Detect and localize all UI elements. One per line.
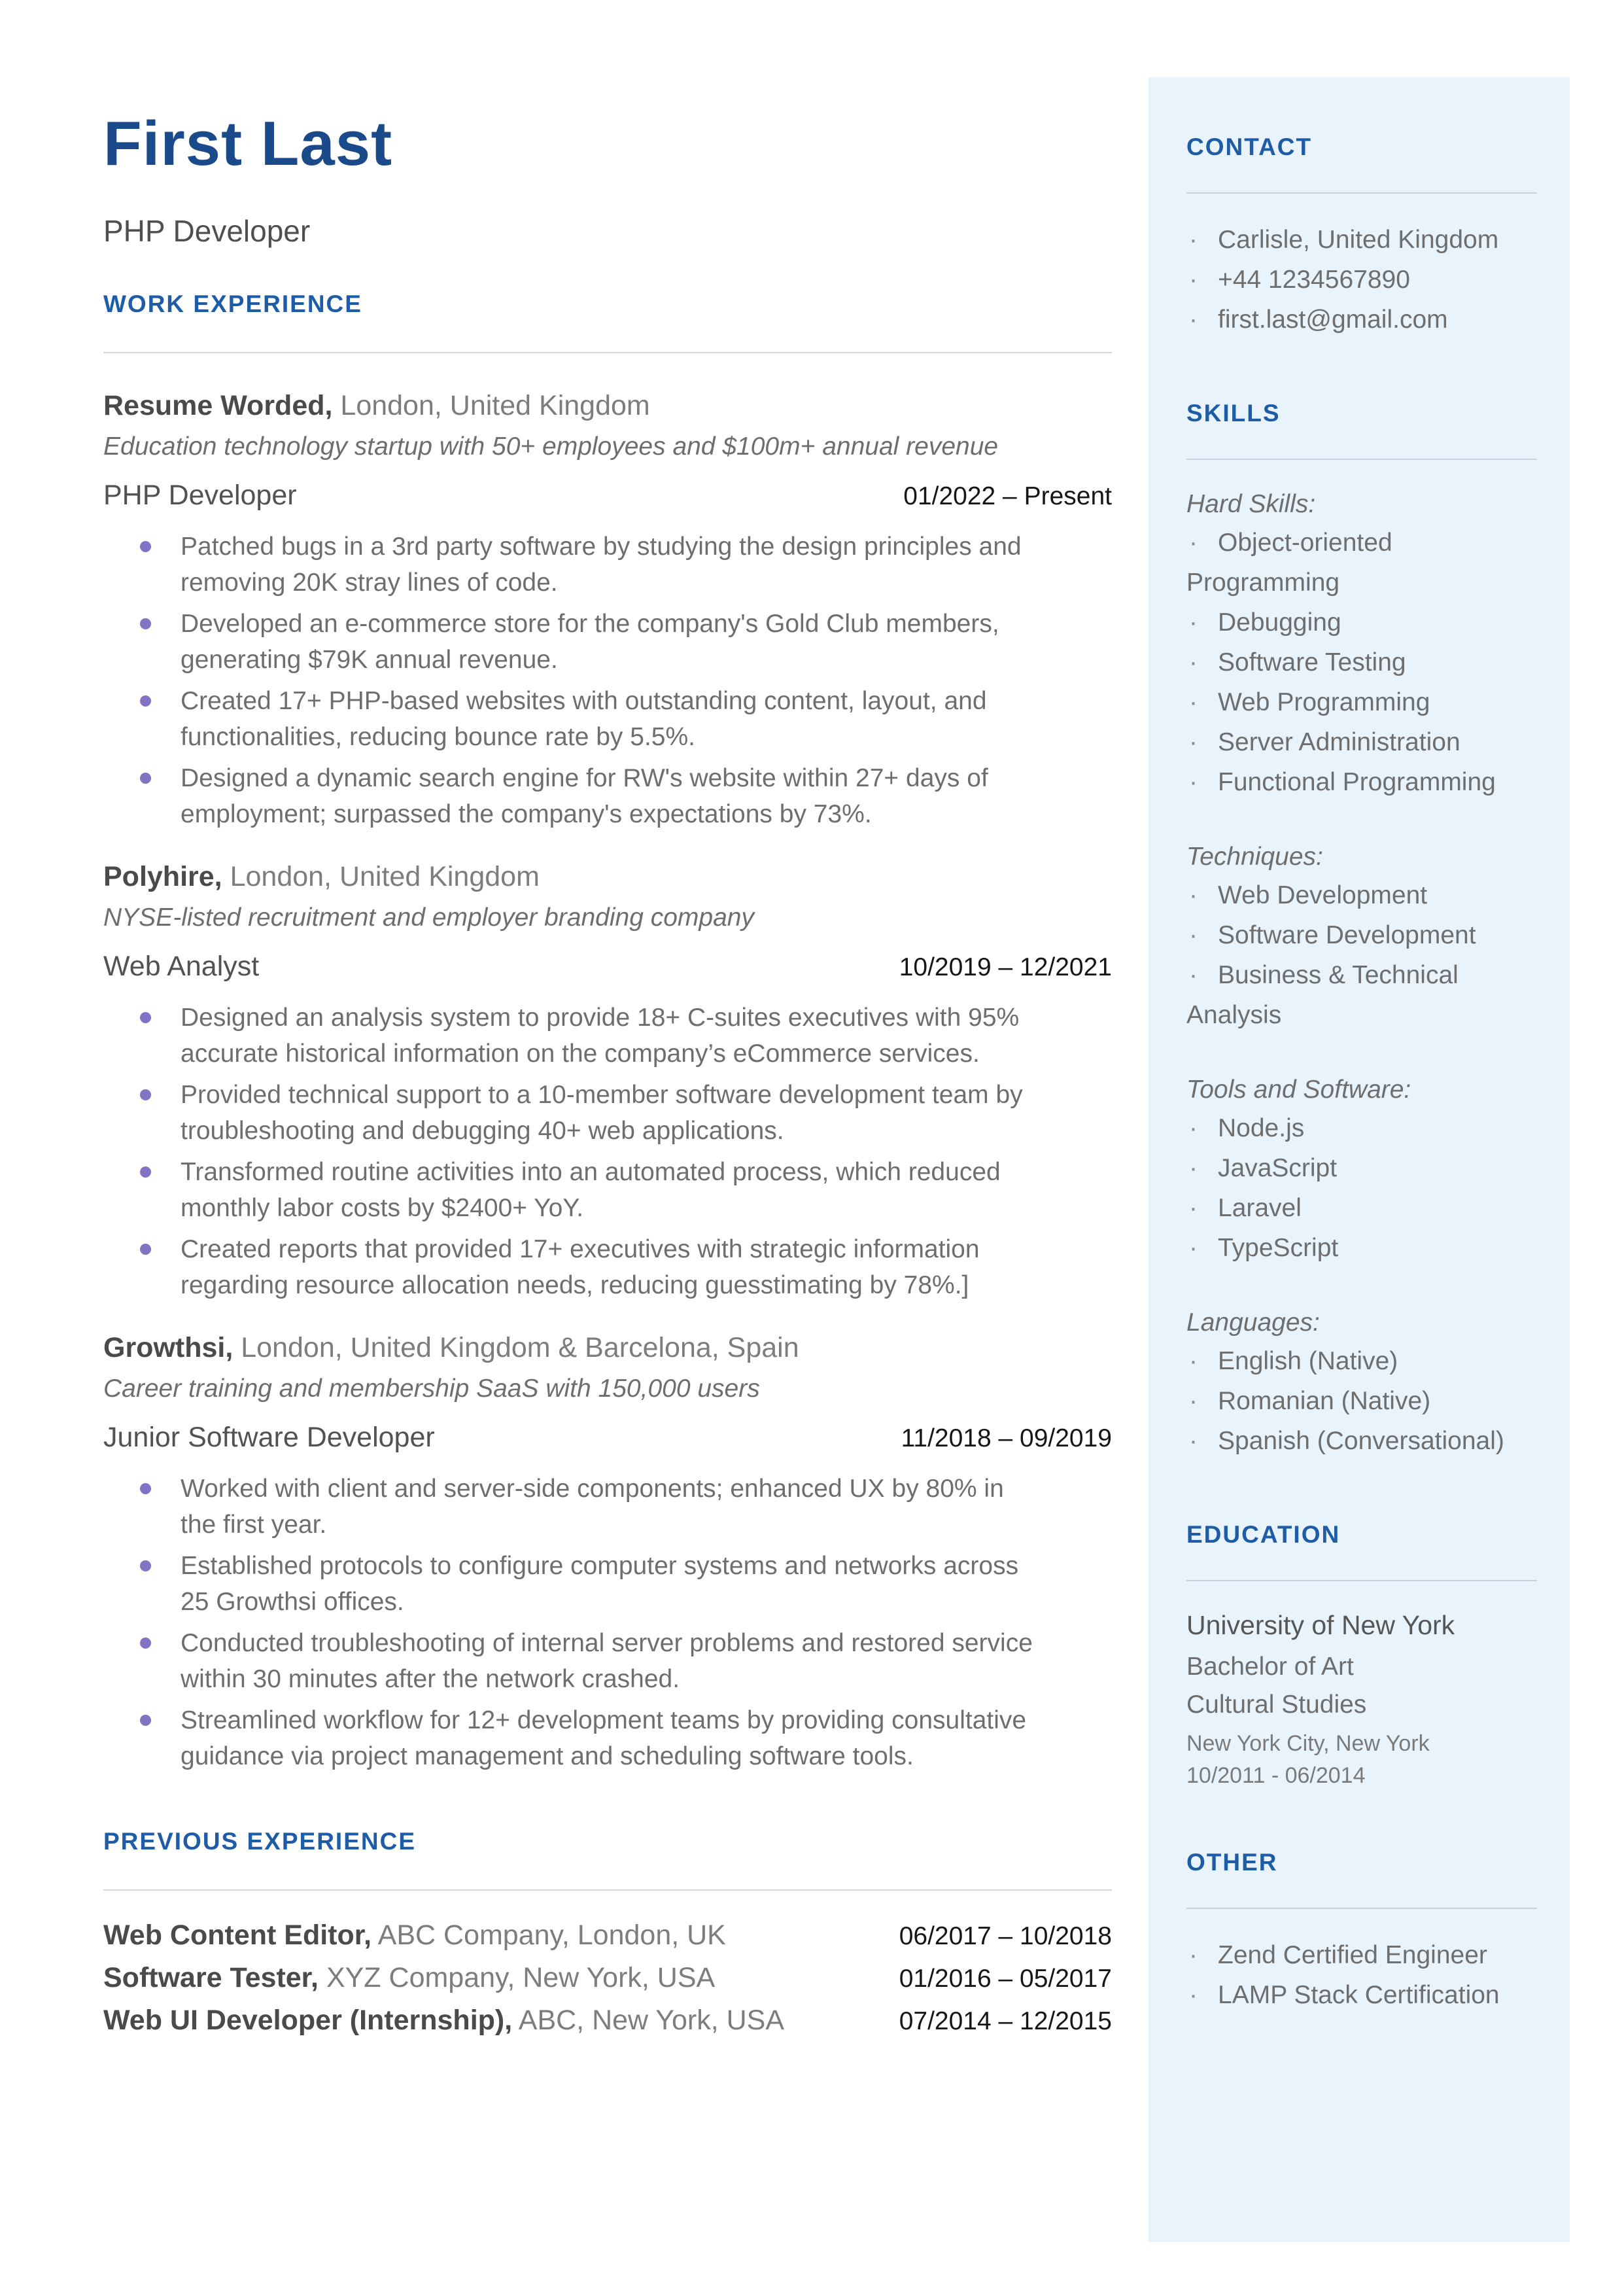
job-title: Junior Software Developer — [103, 1422, 435, 1453]
previous-company: XYZ Company, New York, USA — [319, 1962, 716, 1993]
other-heading: OTHER — [1186, 1849, 1278, 1876]
language-item: · English (Native) — [1186, 1341, 1537, 1381]
job-bullet: Created 17+ PHP-based websites with outstanding content, layout, and functionalities, reducing bounce rate by 5.5%. — [103, 683, 1037, 755]
candidate-name: First Last — [103, 109, 393, 179]
education-degree: Bachelor of Art — [1186, 1653, 1354, 1681]
contact-heading: CONTACT — [1186, 133, 1313, 160]
education-dates: 10/2011 - 06/2014 — [1186, 1763, 1366, 1788]
role-row — [103, 480, 1112, 512]
company-description: Career training and membership SaaS with 150,000 users — [103, 1375, 760, 1403]
previous-experience-list — [103, 1919, 1112, 2037]
company-name: Resume Worded, — [103, 390, 333, 421]
skill-item: · Functional Programming — [1186, 762, 1537, 802]
skills-section — [1186, 400, 1537, 1461]
hard-skills-list — [1186, 523, 1537, 802]
previous-role-line — [103, 2005, 784, 2037]
skill-item: · Server Administration — [1186, 722, 1537, 762]
skills-group-label: Tools and Software: — [1186, 1076, 1411, 1104]
previous-experience-row — [103, 1919, 1112, 1952]
job-bullet: Streamlined workflow for 12+ development teams by providing consultative guidance via project management and scheduling software tools. — [103, 1702, 1037, 1774]
previous-company: ABC, New York, USA — [512, 2005, 785, 2036]
job-bullets — [103, 1471, 1112, 1774]
skill-item: · Laravel — [1186, 1188, 1537, 1228]
candidate-title: PHP Developer — [103, 214, 311, 248]
job-dates: 01/2022 – Present — [903, 482, 1112, 510]
contact-location: · Carlisle, United Kingdom — [1186, 220, 1537, 260]
company-location: London, United Kingdom & Barcelona, Spain — [233, 1332, 799, 1363]
other-divider — [1186, 1908, 1537, 1909]
company-name: Growthsi, — [103, 1332, 233, 1363]
job-dates: 11/2018 – 09/2019 — [901, 1424, 1112, 1452]
role-row — [103, 1422, 1112, 1454]
certification-item: · Zend Certified Engineer — [1186, 1935, 1537, 1975]
previous-company: ABC Company, London, UK — [371, 1919, 726, 1951]
previous-experience-heading: PREVIOUS EXPERIENCE — [103, 1828, 417, 1855]
company-line — [103, 390, 1112, 422]
tools-list — [1186, 1108, 1537, 1268]
company-line — [103, 861, 1112, 893]
previous-dates: 01/2016 – 05/2017 — [899, 1965, 1112, 1993]
contact-section — [1186, 133, 1537, 340]
work-experience-heading: WORK EXPERIENCE — [103, 290, 362, 317]
company-description: NYSE-listed recruitment and employer branding company — [103, 903, 754, 932]
contact-phone: · +44 1234567890 — [1186, 260, 1537, 300]
role-row — [103, 951, 1112, 983]
skill-item: · TypeScript — [1186, 1228, 1537, 1268]
languages-list — [1186, 1341, 1537, 1461]
job-bullet: Established protocols to configure computer systems and networks across 25 Growthsi offices. — [103, 1548, 1037, 1620]
education-section — [1186, 1521, 1537, 1789]
skill-item: · Node.js — [1186, 1108, 1537, 1148]
skill-item: · Web Development — [1186, 875, 1537, 915]
skills-divider — [1186, 459, 1537, 460]
sidebar — [1149, 77, 1570, 2242]
language-item: · Romanian (Native) — [1186, 1381, 1537, 1421]
previous-experience-row — [103, 2005, 1112, 2037]
company-name: Polyhire, — [103, 861, 222, 892]
company-description: Education technology startup with 50+ employees and $100m+ annual revenue — [103, 432, 999, 461]
skills-group-label: Hard Skills: — [1186, 490, 1316, 518]
job-bullet: Patched bugs in a 3rd party software by studying the design principles and removing 20K stray lines of code. — [103, 529, 1037, 601]
job-bullets — [103, 529, 1112, 832]
job-bullet: Developed an e-commerce store for the company's Gold Club members, generating $79K annual revenue. — [103, 606, 1037, 678]
previous-dates: 06/2017 – 10/2018 — [899, 1922, 1112, 1950]
education-school: University of New York — [1186, 1610, 1455, 1640]
previous-role-line — [103, 1919, 726, 1952]
education-heading: EDUCATION — [1186, 1521, 1341, 1548]
job-dates: 10/2019 – 12/2021 — [899, 953, 1112, 981]
job-bullet: Designed a dynamic search engine for RW's website within 27+ days of employment; surpassed the company's expectations by 73%. — [103, 760, 1037, 832]
company-location: London, United Kingdom — [222, 861, 540, 892]
skill-item: · Web Programming — [1186, 682, 1537, 722]
skill-item: · JavaScript — [1186, 1148, 1537, 1188]
previous-role: Web UI Developer (Internship), — [103, 2005, 513, 2036]
skills-group-label: Languages: — [1186, 1308, 1320, 1337]
job-bullet: Transformed routine activities into an automated process, which reduced monthly labor costs by $2400+ YoY. — [103, 1154, 1037, 1226]
education-location: New York City, New York — [1186, 1731, 1430, 1756]
job-bullets — [103, 1000, 1112, 1303]
job-entry — [103, 1332, 1112, 1774]
skill-item: · Business & Technical Analysis — [1186, 955, 1537, 1035]
company-line — [103, 1332, 1112, 1364]
work-experience-divider — [103, 352, 1112, 353]
contact-email: · first.last@gmail.com — [1186, 300, 1537, 340]
contact-divider — [1186, 192, 1537, 194]
education-divider — [1186, 1580, 1537, 1581]
job-title: Web Analyst — [103, 951, 260, 982]
contact-list — [1186, 220, 1537, 340]
previous-role: Web Content Editor, — [103, 1919, 372, 1951]
job-entry — [103, 861, 1112, 1303]
skill-item: · Object-oriented Programming — [1186, 523, 1537, 603]
main-column — [103, 109, 1112, 2037]
previous-role-line — [103, 1962, 715, 1994]
job-bullet: Created reports that provided 17+ executives with strategic information regarding resource allocation needs, reducing guesstimating by 78%.] — [103, 1231, 1037, 1303]
skills-group-label: Techniques: — [1186, 843, 1323, 871]
skill-item: · Software Testing — [1186, 642, 1537, 682]
previous-dates: 07/2014 – 12/2015 — [899, 2007, 1112, 2035]
skill-item: · Software Development — [1186, 915, 1537, 955]
other-list — [1186, 1935, 1537, 2015]
techniques-list — [1186, 875, 1537, 1035]
job-bullet: Provided technical support to a 10-member software development team by troubleshooting and debugging 40+ web applications. — [103, 1077, 1037, 1149]
job-entry — [103, 390, 1112, 832]
language-item: · Spanish (Conversational) — [1186, 1421, 1537, 1461]
company-location: London, United Kingdom — [332, 390, 650, 421]
job-bullet: Conducted troubleshooting of internal server problems and restored service within 30 minutes after the network crashed. — [103, 1625, 1037, 1697]
job-title: PHP Developer — [103, 480, 297, 511]
previous-experience-row — [103, 1962, 1112, 1994]
skills-heading: SKILLS — [1186, 400, 1281, 427]
skill-item: · Debugging — [1186, 603, 1537, 642]
job-bullet: Designed an analysis system to provide 18+ C-suites executives with 95% accurate historical information on the company’s eCommerce services. — [103, 1000, 1037, 1072]
education-field: Cultural Studies — [1186, 1691, 1367, 1719]
other-section — [1186, 1849, 1537, 2015]
certification-item: · LAMP Stack Certification — [1186, 1975, 1537, 2015]
job-bullet: Worked with client and server-side components; enhanced UX by 80% in the first year. — [103, 1471, 1037, 1543]
previous-experience-divider — [103, 1889, 1112, 1891]
previous-role: Software Tester, — [103, 1962, 319, 1993]
